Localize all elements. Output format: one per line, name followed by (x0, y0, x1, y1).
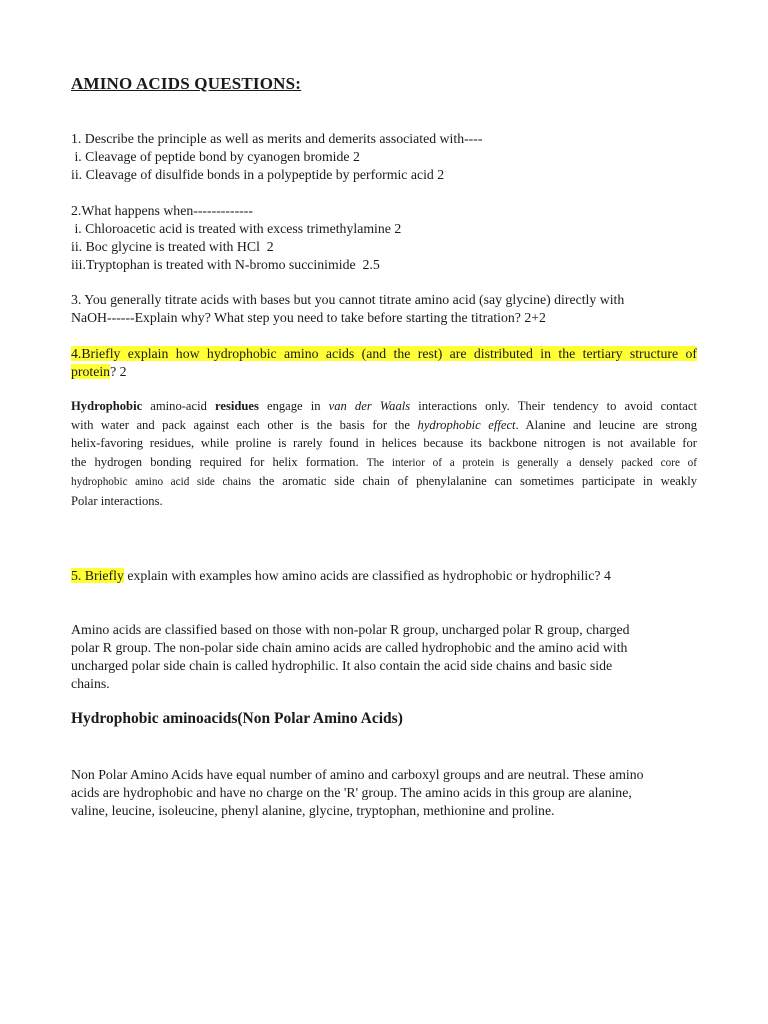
answer-4-italic-van-der-waals: van der Waals (328, 399, 411, 413)
section-heading: Hydrophobic aminoacids(Non Polar Amino Acids) (71, 710, 403, 727)
answer-4-line-4 (71, 453, 697, 473)
answer-4-line-6: Polar interactions. (71, 493, 163, 508)
answer-4 (71, 397, 697, 510)
answer-4-text: with water and pack against each other is the basis for the (71, 417, 418, 432)
section-paragraph-line-3: valine, leucine, isoleucine, phenyl alanine, glycine, tryptophan, methionine and proline. (71, 803, 555, 818)
answer-4-line-5 (71, 472, 697, 492)
answer-5-line-3: uncharged polar side chain is called hydrophilic. It also contain the acid side chains and basic side (71, 658, 613, 673)
answer-4-small-text: hydrophobic amino acid side chains (71, 476, 252, 488)
answer-4-italic-hydrophobic-effect: hydrophobic effect (417, 417, 516, 432)
answer-4-line-1 (71, 397, 697, 416)
question-4-highlight-2: protein (71, 364, 111, 379)
question-2-item-i: i. Chloroacetic acid is treated with excess trimethylamine 2 (71, 221, 402, 236)
question-3 (71, 291, 701, 327)
question-4 (71, 345, 697, 381)
question-5-text: explain with examples how amino acids are classified as hydrophobic or hydrophilic? 4 (123, 568, 611, 583)
answer-4-text: . Alanine and leucine are strong (515, 417, 697, 432)
answer-4-text: the hydrogen bonding required for helix formation. (71, 454, 367, 469)
question-1-item-ii: ii. Cleavage of disulfide bonds in a polypeptide by performic acid 2 (71, 167, 445, 182)
question-4-line-1-wrap (71, 345, 697, 363)
answer-4-line-3: helix-favoring residues, while proline is rarely found in helices because its backbone nitrogen is not available for (71, 436, 697, 450)
section-paragraph-line-1: Non Polar Amino Acids have equal number of amino and carboxyl groups and are neutral. These amino (71, 767, 644, 782)
answer-4-bold-hydrophobic: Hydrophobic (71, 399, 143, 413)
question-4-marks: ? 2 (110, 364, 127, 379)
answer-5-line-2: polar R group. The non-polar side chain amino acids are called hydrophobic and the amino acid with (71, 640, 628, 655)
question-2-item-ii: ii. Boc glycine is treated with HCl 2 (71, 239, 274, 254)
answer-5-line-4: chains. (71, 676, 110, 691)
question-4-line-2-wrap (71, 363, 697, 381)
question-3-line-1: 3. You generally titrate acids with bases but you cannot titrate amino acid (say glycine) directly with (71, 292, 625, 307)
question-4-highlight-1: 4.Briefly explain how hydrophobic amino acids (and the rest) are distributed in the tertiary structure of (71, 346, 697, 361)
section-paragraph-line-2: acids are hydrophobic and have no charge on the 'R' group. The amino acids in this group are alanine, (71, 785, 632, 800)
page-title: AMINO ACIDS QUESTIONS: (71, 74, 302, 93)
answer-4-text: interactions only. Their tendency to avoid contact (410, 399, 697, 413)
question-1 (71, 130, 701, 184)
answer-4-line-2 (71, 416, 697, 435)
answer-5-line-1: Amino acids are classified based on those with non-polar R group, uncharged polar R group, charged (71, 622, 630, 637)
answer-4-text: the aromatic side chain of phenylalanine can sometimes participate in weakly (251, 474, 697, 488)
question-2-line: 2.What happens when------------- (71, 203, 253, 218)
answer-4-small-text: The interior of a protein is generally a densely packed core of (366, 456, 697, 469)
answer-4-bold-residues: residues (215, 399, 259, 413)
question-5 (71, 567, 701, 585)
answer-5 (71, 621, 701, 693)
answer-4-text: engage in (258, 399, 329, 413)
section-paragraph (71, 766, 701, 820)
question-2-item-iii: iii.Tryptophan is treated with N-bromo succinimide 2.5 (71, 257, 380, 272)
question-3-line-2: NaOH------Explain why? What step you need to take before starting the titration? 2+2 (71, 310, 546, 325)
answer-4-text: amino-acid (142, 399, 216, 413)
question-5-line (71, 567, 701, 585)
question-5-highlight: 5. Briefly (71, 568, 124, 583)
question-1-item-i: i. Cleavage of peptide bond by cyanogen bromide 2 (71, 149, 360, 164)
question-1-line: 1. Describe the principle as well as merits and demerits associated with---- (71, 131, 483, 146)
question-2 (71, 202, 701, 274)
